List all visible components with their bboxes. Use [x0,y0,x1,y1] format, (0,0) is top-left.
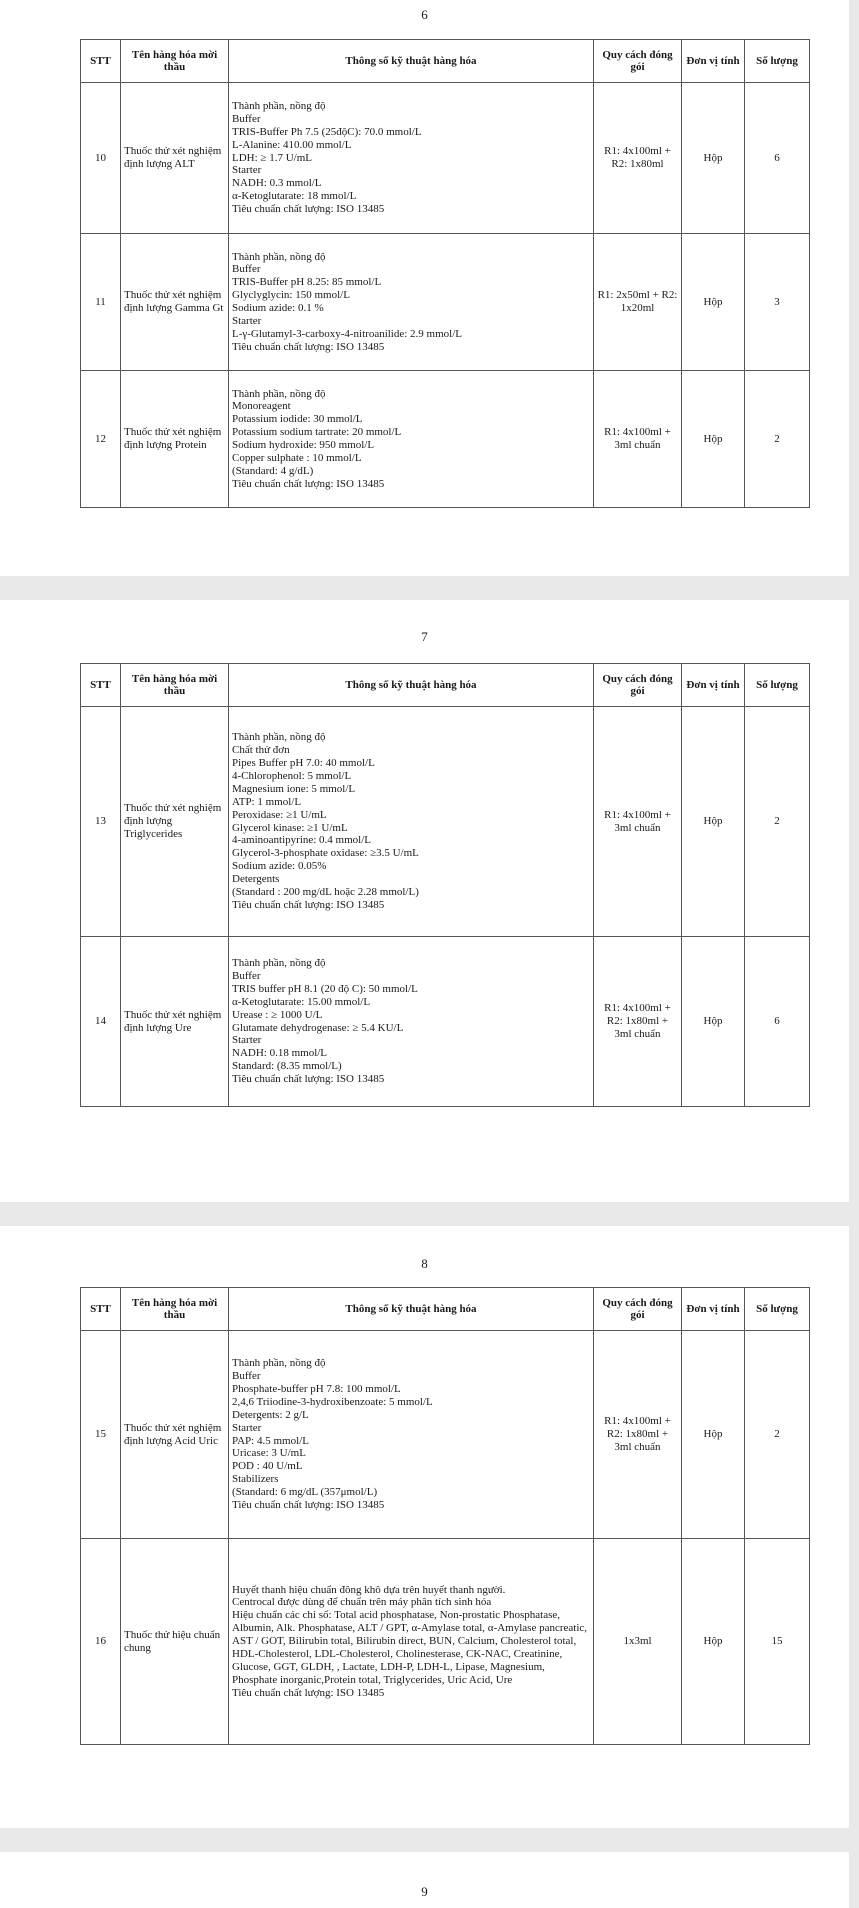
spec-line: NADH: 0.18 mmol/L [232,1047,328,1060]
spec-line: Peroxidase: ≥1 U/mL [232,808,327,821]
spec-line: Detergents [232,872,280,885]
spec-line: Copper sulphate : 10 mmol/L [232,451,362,464]
row-pack: 1x3ml [594,1539,682,1745]
spec-line: Thành phần, nồng độ [232,957,326,970]
header-pack: Quy cách đóng gói [594,1288,682,1331]
spec-line: (Standard: 6 mg/dL (357μmol/L) [232,1485,378,1498]
header-name: Tên hàng hóa mời thầu [121,664,229,707]
row-name: Thuốc thử xét nghiệm định lượng ALT [121,83,229,234]
spec-line: L-Alanine: 410.00 mmol/L [232,138,352,151]
table-row [81,1331,810,1539]
header-unit: Đơn vị tính [682,40,745,83]
spec-line: Tiêu chuẩn chất lượng: ISO 13485 [232,340,385,353]
row-name: Thuốc thử xét nghiệm định lượng Triglycerides [121,707,229,937]
row-qty: 2 [745,707,810,937]
header-qty: Số lượng [745,1288,810,1331]
header-name: Tên hàng hóa mời thầu [121,1288,229,1331]
row-qty: 2 [745,1331,810,1539]
spec-line: NADH: 0.3 mmol/L [232,177,322,190]
row-qty: 3 [745,234,810,371]
row-spec [229,83,594,234]
spec-line: Uricase: 3 U/mL [232,1447,306,1460]
page-number: 6 [421,7,428,22]
row-qty: 15 [745,1539,810,1745]
row-stt: 10 [81,83,121,234]
row-unit: Hộp [682,371,745,508]
header-pack: Quy cách đóng gói [594,664,682,707]
page-number: 9 [421,1884,428,1899]
row-pack: R1: 4x100ml + 3ml chuẩn [594,371,682,508]
spec-line: Buffer [232,970,261,983]
row-unit: Hộp [682,707,745,937]
spec-line: TRIS-Buffer pH 8.25: 85 mmol/L [232,276,382,289]
spec-line: Thành phần, nồng độ [232,250,326,263]
spec-line: 4-aminoantipyrine: 0.4 mmol/L [232,834,372,847]
row-pack: R1: 4x100ml + R2: 1x80ml + 3ml chuẩn [594,937,682,1107]
header-unit: Đơn vị tính [682,664,745,707]
header-spec: Thông số kỹ thuật hàng hóa [229,664,594,707]
row-unit: Hộp [682,1331,745,1539]
row-stt: 11 [81,234,121,371]
spec-line: Stabilizers [232,1473,279,1486]
row-spec [229,234,594,371]
spec-line: Sodium hydroxide: 950 mmol/L [232,439,375,451]
row-unit: Hộp [682,83,745,234]
spec-table [80,39,810,508]
header-spec: Thông số kỹ thuật hàng hóa [229,40,594,83]
header-qty: Số lượng [745,40,810,83]
row-stt: 15 [81,1331,121,1539]
header-stt: STT [81,664,121,707]
row-name: Thuốc thử xét nghiệm định lượng Gamma Gt [121,234,229,371]
spec-line: Glycerol kinase: ≥1 U/mL [232,821,348,834]
spec-line: α-Ketoglutarate: 15.00 mmol/L [232,995,371,1008]
row-name: Thuốc thử xét nghiệm định lượng Acid Uric [121,1331,229,1539]
spec-line: L-γ-Glutamyl-3-carboxy-4-nitroanilide: 2.9 mmol/L [232,327,462,340]
row-pack: R1: 4x100ml + R2: 1x80ml [594,83,682,234]
page-7 [0,600,849,1202]
spec-line: α-Ketoglutarate: 18 mmol/L [232,190,357,203]
table-row [81,937,810,1107]
spec-line: Magnesium ione: 5 mmol/L [232,782,356,795]
header-unit: Đơn vị tính [682,1288,745,1331]
table-row [81,1539,810,1745]
spec-line: Potassium iodide: 30 mmol/L [232,413,363,426]
header-name: Tên hàng hóa mời thầu [121,40,229,83]
spec-line: Potassium sodium tartrate: 20 mmol/L [232,426,402,439]
row-unit: Hộp [682,234,745,371]
row-pack: R1: 2x50ml + R2: 1x20ml [594,234,682,371]
spec-line: Phosphate-buffer pH 7.8: 100 mmol/L [232,1383,401,1396]
spec-line: Thành phần, nồng độ [232,100,326,113]
row-stt: 13 [81,707,121,937]
spec-line: ATP: 1 mmol/L [232,795,302,808]
spec-line: Huyết thanh hiệu chuẩn đông khô dựa trên huyết thanh người. [232,1583,506,1596]
row-unit: Hộp [682,1539,745,1745]
spec-line: Centrocal được dùng để chuẩn trên máy phân tích sinh hóa [232,1596,492,1609]
row-pack: R1: 4x100ml + R2: 1x80ml + 3ml chuẩn [594,1331,682,1539]
table-row [81,371,810,508]
spec-line: Tiêu chuẩn chất lượng: ISO 13485 [232,203,385,215]
header-stt: STT [81,1288,121,1331]
spec-line: Tiêu chuẩn chất lượng: ISO 13485 [232,1498,385,1511]
page-9 [0,1852,849,1908]
spec-line: Sodium azide: 0.1 % [232,302,324,314]
spec-line: Buffer [232,1370,261,1383]
row-unit: Hộp [682,937,745,1107]
spec-line: Starter [232,164,262,177]
spec-line: Chất thử đơn [232,744,290,757]
row-spec [229,937,594,1107]
spec-line: TRIS buffer pH 8.1 (20 độ C): 50 mmol/L [232,982,418,995]
row-stt: 14 [81,937,121,1107]
page-8 [0,1226,849,1828]
header-stt: STT [81,40,121,83]
spec-table [80,1287,810,1745]
spec-line: Sodium azide: 0.05% [232,860,327,873]
spec-line: Hiệu chuẩn các chỉ số: Total acid phosphatase, Non-prostatic Phosphatase, Albumin, Alk. Phosphatase, ALT / GPT, α-Amylase total, α-Amylase pancreatic, AST / GOT, Bilirubin total, Bilirubin direct, BUN, Calcium, Cholesterol total, HDL-Cholesterol, LDL-Cholesterol, Cholinesterase, CK-NAC, Creatinine, Glucose, GGT, GLDH, , Lactate, LDH-P, LDH-L, Lipase, Magnesium, Phosphate inorganic,Protein total, Triglycerides, Uric Acid, Ure [232,1609,588,1686]
header-qty: Số lượng [745,664,810,707]
row-qty: 6 [745,937,810,1107]
spec-line: 4-Chlorophenol: 5 mmol/L [232,770,352,783]
spec-line: Buffer [232,112,261,125]
spec-line: TRIS-Buffer Ph 7.5 (25độC): 70.0 mmol/L [232,125,422,138]
row-spec [229,1539,594,1745]
spec-line: Tiêu chuẩn chất lượng: ISO 13485 [232,477,385,490]
row-stt: 16 [81,1539,121,1745]
spec-line: Tiêu chuẩn chất lượng: ISO 13485 [232,1072,385,1085]
spec-line: Glycerol-3-phosphate oxidase: ≥3.5 U/mL [232,847,419,860]
spec-line: Thành phần, nồng độ [232,387,326,400]
table-header-row [81,1288,810,1331]
spec-table [80,663,810,1107]
spec-line: LDH: ≥ 1.7 U/mL [232,151,312,164]
spec-line: (Standard: 4 g/dL) [232,464,314,477]
page-number: 8 [421,1256,428,1271]
spec-line: Tiêu chuẩn chất lượng: ISO 13485 [232,898,385,911]
spec-line: Detergents: 2 g/L [232,1408,309,1421]
spec-line: (Standard : 200 mg/dL hoặc 2.28 mmol/L) [232,885,419,898]
row-name: Thuốc thử xét nghiệm định lượng Ure [121,937,229,1107]
spec-line: Standard: (8.35 mmol/L) [232,1060,342,1073]
spec-line: Tiêu chuẩn chất lượng: ISO 13485 [232,1686,385,1699]
row-qty: 2 [745,371,810,508]
table-header-row [81,40,810,83]
spec-line: POD : 40 U/mL [232,1460,303,1473]
spec-line: Thành phần, nồng độ [232,731,326,744]
spec-line: Glutamate dehydrogenase: ≥ 5.4 KU/L [232,1021,404,1034]
row-name: Thuốc thử hiệu chuẩn chung [121,1539,229,1745]
spec-line: Starter [232,1421,262,1434]
row-spec [229,707,594,937]
row-pack: R1: 4x100ml + 3ml chuẩn [594,707,682,937]
header-pack: Quy cách đóng gói [594,40,682,83]
table-header-row [81,664,810,707]
spec-line: Starter [232,1034,262,1047]
spec-line: Buffer [232,263,261,276]
row-spec [229,1331,594,1539]
page-6 [0,0,849,576]
row-name: Thuốc thử xét nghiệm định lượng Protein [121,371,229,508]
table-row [81,83,810,234]
row-spec [229,371,594,508]
spec-line: Thành phần, nồng độ [232,1357,326,1370]
row-qty: 6 [745,83,810,234]
row-stt: 12 [81,371,121,508]
spec-line: Monoreagent [232,400,291,413]
table-row [81,234,810,371]
page-number: 7 [421,629,428,644]
spec-line: Urease : ≥ 1000 U/L [232,1008,323,1021]
table-row [81,707,810,937]
header-spec: Thông số kỹ thuật hàng hóa [229,1288,594,1331]
spec-line: Pipes Buffer pH 7.0: 40 mmol/L [232,757,375,770]
spec-line: Glyclyglycin: 150 mmol/L [232,289,350,302]
spec-line: Starter [232,314,262,327]
spec-line: 2,4,6 Triiodine-3-hydroxibenzoate: 5 mmol/L [232,1395,433,1408]
spec-line: PAP: 4.5 mmol/L [232,1434,309,1447]
